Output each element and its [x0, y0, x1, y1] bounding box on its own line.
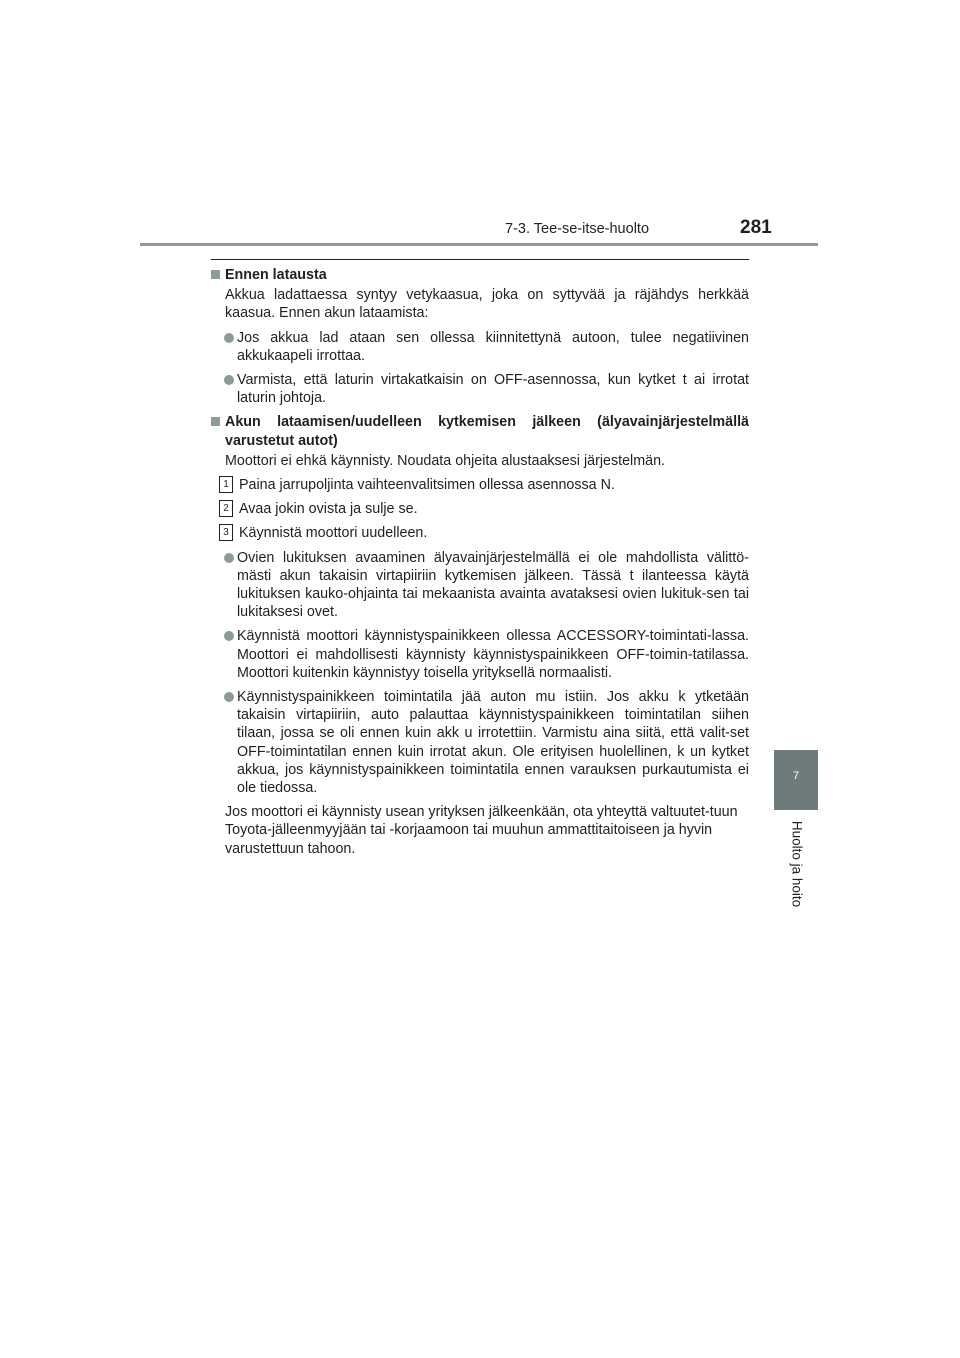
- chapter-label: Huolto ja hoito: [789, 820, 805, 908]
- step-number-badge: 3: [219, 524, 233, 541]
- list-item: [211, 371, 749, 407]
- list-item-text: Ovien lukituksen avaaminen älyavainjärjestelmällä ei ole mahdollista välittö-mästi akun takaisin virtapiiriin kytkemisen jälkeen. Tässä t ilanteessa käytä lukituksen kauko-ohjainta tai mekaanista avainta avataksesi ovien lukituk-sen tai lukitaksesi ovet.: [237, 549, 749, 621]
- square-bullet-icon: [211, 417, 220, 426]
- step-item: [211, 500, 749, 518]
- section-heading: [211, 266, 749, 284]
- section-heading: [211, 413, 749, 449]
- list-item-text: Varmista, että laturin virtakatkaisin on OFF-asennossa, kun kytket t ai irrotat laturin johtoja.: [237, 372, 749, 407]
- step-text: Paina jarrupoljinta vaihteenvalitsimen ollessa asennossa N.: [239, 477, 615, 494]
- list-item: [211, 329, 749, 365]
- paragraph: Akkua ladattaessa syntyy vetykaasua, joka on syttyvää ja räjähdys herkkää kaasua. Ennen akun lataamista:: [225, 287, 749, 322]
- section-title: 7-3. Tee-se-itse-huolto: [505, 221, 650, 237]
- chapter-number: 7: [792, 770, 800, 782]
- step-item: [211, 476, 749, 494]
- list-item-text: Jos akkua lad ataan sen ollessa kiinnitettynä autoon, tulee negatiivinen akkukaapeli irrottaa.: [237, 329, 749, 364]
- header-rule: [140, 243, 818, 246]
- step-number-badge: 1: [219, 476, 233, 493]
- paragraph: Jos moottori ei käynnisty usean yrityksen jälkeenkään, ota yhteyttä valtuutet-tuun Toyota-jälleenmyyjään tai -korjaamoon tai muuhun ammattitaitoiseen ja hyvin varustettuun tahoon.: [225, 804, 738, 857]
- list-item: [211, 549, 749, 622]
- list-item: [211, 688, 749, 797]
- list-item: [211, 627, 749, 682]
- step-item: [211, 524, 749, 542]
- heading-text: Ennen latausta: [225, 267, 327, 283]
- paragraph: Moottori ei ehkä käynnisty. Noudata ohjeita alustaaksesi järjestelmän.: [225, 452, 665, 469]
- circle-bullet-icon: [224, 631, 234, 641]
- heading-text: Akun lataamisen/uudelleen kytkemisen jälkeen (älyavainjärjestelmällä varustetut autot): [225, 414, 749, 449]
- circle-bullet-icon: [224, 333, 234, 343]
- content-top-rule: [211, 259, 749, 260]
- page-number: 281: [740, 217, 772, 238]
- square-bullet-icon: [211, 270, 220, 279]
- circle-bullet-icon: [224, 553, 234, 563]
- list-item-text: Käynnistyspainikkeen toimintatila jää auton mu istiin. Jos akku k ytketään takaisin virtapiiriin, auto palauttaa käynnistyspainikkeen toimintatilan siihen tilaan, jossa se oli ennen kuin akk u irrotettiin. Varmistu aina siitä, että valit-set OFF-toimintatilan ennen kuin irrotat akun. Ole erityisen huolellinen, k un kytket akkua, jos käynnistyspainikkeen toimintatila ennen varauksen purkautumista ei ole tiedossa.: [237, 689, 749, 797]
- page-content: [211, 266, 749, 864]
- circle-bullet-icon: [224, 375, 234, 385]
- circle-bullet-icon: [224, 692, 234, 702]
- step-number-badge: 2: [219, 500, 233, 517]
- step-text: Avaa jokin ovista ja sulje se.: [239, 501, 418, 518]
- step-text: Käynnistä moottori uudelleen.: [239, 525, 428, 542]
- list-item-text: Käynnistä moottori käynnistyspainikkeen ollessa ACCESSORY-toimintati-lassa. Moottori ei mahdollisesti käynnisty käynnistyspainikkeen OFF-toimin-tatilassa. Moottori kuitenkin käynnistyy toisella yrityksellä normaalisti.: [237, 628, 749, 681]
